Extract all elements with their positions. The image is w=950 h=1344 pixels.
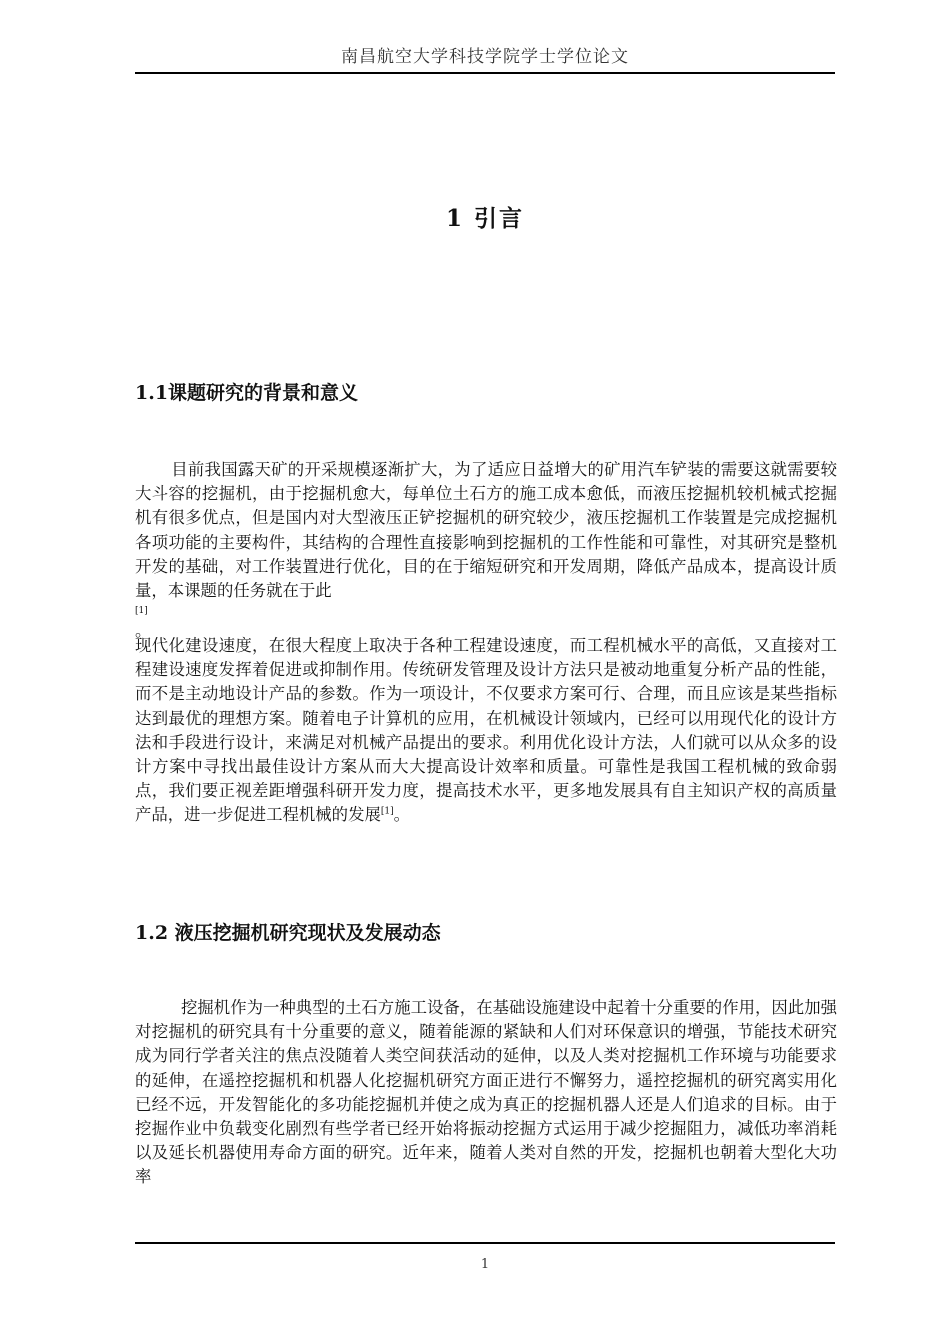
- paragraph-end-mark: 。: [135, 621, 152, 641]
- paragraph-text: 目前我国露天矿的开采规模逐渐扩大，为了适应日益增大的矿用汽车铲装的需要这就需要较大斗容的挖掘机，由于挖掘机愈大，每单位土石方的施工成本愈低，而液压挖掘机较机械式挖掘机有很多优点，但是国内对大型液压正铲挖掘机的研究较少，液压挖掘机工作装置是完成挖掘机各项功能的主要构件，其结构的合理性直接影响到挖掘机的工作性能和可靠性，对其研究是整机开发的基础，对工作装置进行优化，目的在于缩短研究和开发周期，降低产品成本，提高设计质量，本课题的任务就在于此: [135, 460, 837, 601]
- section-1-2-paragraph-1: [135, 996, 837, 1190]
- page-number: 1: [480, 1257, 490, 1272]
- section-title-1-1: 1.1课题研究的背景和意义: [135, 382, 359, 404]
- paragraph-text: 挖掘机作为一种典型的土石方施工设备，在基础设施建设中起着十分重要的作用，因此加强对挖掘机的研究具有十分重要的意义，随着能源的紧缺和人们对环保意识的增强，节能技术研究成为同行学者关注的焦点没随着人类空间获活动的延伸，以及人类对挖掘机工作环境与功能要求的延伸，在遥控挖掘机和机器人化挖掘机研究方面正进行不懈努力，遥控挖掘机的研究离实用化已经不远，开发智能化的多功能挖掘机并使之成为真正的挖掘机器人还是人们追求的目标。由于挖掘作业中负载变化剧烈有些学者已经开始将振动挖掘方式运用于减少挖掘阻力，减低功率消耗以及延长机器使用寿命方面的研究。近年来，随着人类对自然的开发，挖掘机也朝着大型化大功率: [135, 998, 837, 1187]
- section-1-1-paragraph-1: [135, 458, 837, 643]
- running-header: 南昌航空大学科技学院学士学位论文: [341, 47, 629, 67]
- citation-ref: [1]: [135, 606, 148, 617]
- paragraph-end-mark: 。: [393, 805, 410, 825]
- header-rule: [135, 72, 835, 74]
- chapter-title: 1 引言: [445, 205, 524, 232]
- paragraph-text: 现代化建设速度，在很大程度上取决于各种工程建设速度，而工程机械水平的高低，又直接对工程建设速度发挥着促进或抑制作用。传统研发管理及设计方法只是被动地重复分析产品的性能，而不是主动地设计产品的参数。作为一项设计，不仅要求方案可行、合理，而且应该是某些指标达到最优的理想方案。随着电子计算机的应用，在机械设计领域内，已经可以用现代化的设计方法和手段进行设计，来满足对机械产品提出的要求。利用优化设计方法，人们就可以从众多的设计方案中寻找出最佳设计方案从而大大提高设计效率和质量。可靠性是我国工程机械的致命弱点，我们要正视差距增强科研开发力度，提高技术水平，更多地发展具有自主知识产权的高质量产品，进一步促进工程机械的发展: [135, 636, 837, 825]
- section-title-1-2: 1.2 液压挖掘机研究现状及发展动态: [135, 922, 441, 944]
- section-1-1-paragraph-2: [135, 634, 837, 828]
- citation-ref: [1]: [380, 806, 394, 817]
- footer-rule: [135, 1242, 835, 1244]
